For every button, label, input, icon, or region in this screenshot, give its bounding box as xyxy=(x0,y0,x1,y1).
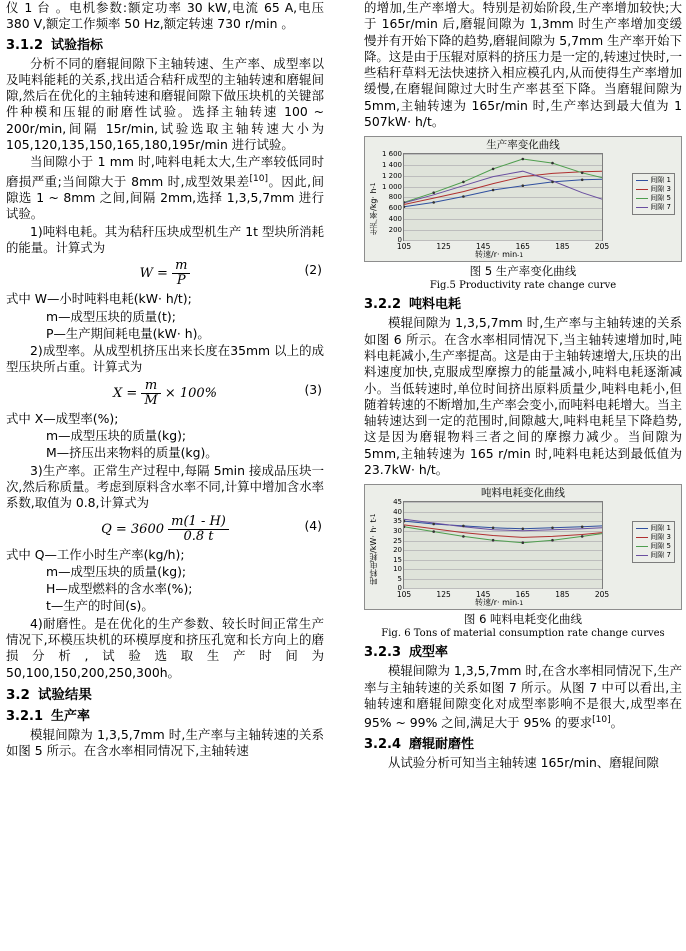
heading-text: 试验结果 xyxy=(37,686,92,703)
equation-2-fraction xyxy=(172,259,190,288)
equation-3-fraction xyxy=(141,379,160,408)
paragraph-gap-range-a: 当间隙小于 1 mm 时,吨料电耗太大,生产率较低同时磨损严重;当间隙大于 8mm 时,成型效果差 xyxy=(6,154,324,189)
figure-5 xyxy=(364,136,682,292)
paragraph-wear: 从试验分析可知当主轴转速 165r/min、磨辊间隙 xyxy=(388,754,659,770)
equation-2-body xyxy=(6,259,324,288)
equation-4-denominator: 0.8 t xyxy=(183,528,214,544)
figure-6-caption-cn: 图 6 吨料电耗变化曲线 xyxy=(463,612,583,627)
legend-item: 间隙 5 xyxy=(636,194,671,203)
legend-item: 间隙 3 xyxy=(636,533,671,542)
heading-number: 3.2.4 xyxy=(364,736,402,752)
paragraph-energy: 模辊间隙为 1,3,5,7mm 时,生产率与主轴转速的关系如图 6 所示。在含水率相同情况下,当主轴转速增加时,吨料电耗减小,生产率提高。这是由于主轴转速增大,压块的出料速度加快,克服成型摩擦力的能量减小,吨料电耗逐渐减小。当低转速时,单位时间挤出原料质量少,吨料电耗小,但随着转速的不断增加,生产率会变小,而吨料电耗增大。当主轴转速达到一定的范围时,间隙越大,吨料电耗呈下降趋势,这是因为磨辊物料三者之间的摩擦力减少。当间隙为5mm,主轴转速为 165 r/min 时,吨料电耗达到最低值为 23.7kW· h/t。 xyxy=(364,315,682,478)
heading-text: 生产率 xyxy=(51,708,91,724)
figure-6-chart-title: 吨料电耗变化曲线 xyxy=(481,487,565,500)
figure-5-chart-title: 生产率变化曲线 xyxy=(486,139,560,152)
figure-6-chart xyxy=(364,484,682,610)
paragraph-intro: 仪 1 台 。电机参数:额定功率 30 kW,电流 65 A,电压 380 V,额定工作频率 50 Hz,额定转速 730 r/min 。 xyxy=(6,0,324,32)
figure-6-plot-area: 45 40 35 30 25 20 15 10 5 0 105 125 145 165 185 205 xyxy=(393,498,610,600)
figure-5-chart xyxy=(364,136,682,262)
legend-item: 间隙 7 xyxy=(636,203,671,212)
where-line-mm: M—挤压出来物料的质量(kg)。 xyxy=(46,445,218,461)
figure-5-xlabel: 转速/r· min-1 xyxy=(475,250,524,260)
left-column xyxy=(6,0,324,761)
list-item-4: 4)耐磨性。是在优化的生产参数、较长时间正常生产情况下,环模压块机的环模厚度和挤压孔宽和长方向上的磨损分析,试验选取生产时间为 50,100,150,200,250,300h。 xyxy=(6,615,324,680)
citation-ref-10: [10] xyxy=(249,173,268,184)
heading-3-2-1 xyxy=(6,708,324,725)
heading-3-2-2 xyxy=(364,296,682,313)
paragraph-forming-rate-a: 模辊间隙为 1,3,5,7mm 时,在含水率相同情况下,生产率与主轴转速的关系如图 7 所示。从图 7 中可以看出,主轴转速和磨辊间隙变化对成型率影响不是很大,成型率在 95% ~ 99% 之间,满足大于 95% 的要求 xyxy=(364,663,682,731)
citation-ref-10b: [10] xyxy=(592,715,611,726)
equation-3-denominator: M xyxy=(144,392,158,408)
equation-3-numerator: m xyxy=(141,379,160,394)
paragraph-forming-rate xyxy=(364,663,682,731)
heading-number: 3.2.1 xyxy=(6,708,44,724)
legend-item: 间隙 7 xyxy=(636,551,671,560)
where-line-p: P—生产期间耗电量(kW· h)。 xyxy=(46,325,210,341)
equation-2 xyxy=(6,259,324,288)
figure-5-caption-cn: 图 5 生产率变化曲线 xyxy=(469,264,577,279)
paragraph-test-index: 分析不同的磨辊间隙下主轴转速、生产率、成型率以及吨料能耗的关系,找出适合秸秆成型的主轴转速和磨辊间隙,然后在优化的主轴转速和磨辊间隙下做压块机的关键部件种模和压辊的耐磨性试验。选择主轴转速 100 ~ 200r/min,间隔 15r/min,试验选取主轴转速大小为 105,120,135,150,165,180,195r/min 进行试验。 xyxy=(6,55,324,153)
figure-5-caption-en: Fig.5 Productivity rate change curve xyxy=(429,280,617,292)
heading-number: 3.2.3 xyxy=(364,645,402,661)
heading-number: 3.2 xyxy=(6,686,30,703)
legend-item: 间隙 1 xyxy=(636,176,671,185)
equation-3 xyxy=(6,379,324,408)
where-line-q: 式中 Q—工作小时生产率(kg/h); xyxy=(6,546,185,562)
figure-6-xlabel: 转速/r· min-1 xyxy=(475,598,524,608)
figure-6-caption-en: Fig. 6 Tons of material consumption rate change curves xyxy=(381,628,665,640)
heading-3-2-4 xyxy=(364,736,682,753)
legend-item: 间隙 3 xyxy=(636,185,671,194)
where-line-m3: m—成型压块的质量(kg); xyxy=(46,563,187,579)
heading-text: 磨辊耐磨性 xyxy=(409,736,475,752)
heading-number: 3.2.2 xyxy=(364,297,402,313)
figure-5-plot-area: 1 600 1 400 1 200 1 000 800 600 400 200 0 105 125 145 165 185 205 xyxy=(381,150,610,252)
list-item-1: 1)吨料电耗。其为秸秆压块成型机生产 1t 型块所消耗的能量。计算式为 xyxy=(6,223,324,255)
equation-3-body xyxy=(6,379,324,408)
paragraph-productivity: 模辊间隙为 1,3,5,7mm 时,生产率与主轴转速的关系如图 5 所示。在含水率相同情况下,主轴转速 xyxy=(6,726,324,759)
equation-2-numerator: m xyxy=(172,259,190,274)
figure-6-ylabel: 吨料电耗/kW· h· t-1 xyxy=(369,513,378,586)
equation-3-number: (3) xyxy=(304,381,322,397)
equation-3-rhs: × 100% xyxy=(164,385,218,401)
equation-2-denominator: P xyxy=(176,273,186,289)
where-line-x: 式中 X—成型率(%); xyxy=(6,410,119,426)
equation-4-number: (4) xyxy=(304,517,322,533)
paragraph-gap-range xyxy=(6,154,324,222)
where-line-m2: m—成型压块的质量(kg); xyxy=(46,428,187,444)
equation-4 xyxy=(6,515,324,544)
figure-6 xyxy=(364,484,682,640)
heading-number: 3.1.2 xyxy=(6,37,44,53)
equation-4-body xyxy=(6,515,324,544)
list-item-3: 3)生产率。正常生产过程中,每隔 5min 接成品压块一次,然后称质量。考虑到原料含水率不同,计算中增加含水率系数,取值为 0.8,计算式为 xyxy=(6,462,324,511)
equation-2-lhs: W = xyxy=(139,266,168,282)
equation-4-numerator: m(1 - H) xyxy=(168,515,229,530)
heading-text: 试验指标 xyxy=(51,37,104,53)
list-item-2: 2)成型率。从成型机挤压出来长度在35mm 以上的成型压块所占重。计算式为 xyxy=(6,343,324,375)
where-line-h: H—成型燃料的含水率(%); xyxy=(46,581,193,597)
where-line-t: t—生产的时间(s)。 xyxy=(46,598,154,614)
equation-4-lhs: Q = 3600 xyxy=(101,521,164,537)
heading-3-2 xyxy=(6,686,324,704)
right-column xyxy=(364,0,682,772)
legend-item: 间隙 1 xyxy=(636,524,671,533)
figure-6-legend xyxy=(632,521,675,563)
legend-item: 间隙 5 xyxy=(636,542,671,551)
equation-3-lhs: X = xyxy=(112,385,138,401)
figure-5-legend xyxy=(632,173,675,215)
figure-5-ylabel: 生产率/kg· h-1 xyxy=(369,182,378,236)
heading-3-2-3 xyxy=(364,644,682,661)
where-line-w: 式中 W—小时吨料电耗(kW· h/t); xyxy=(6,291,192,307)
heading-text: 成型率 xyxy=(409,645,449,661)
paragraph-gap-range-b: 。因此,间隙选 1 ~ 8mm 之间,间隔 2mm,选择 1,3,5,7mm 进行试验。 xyxy=(6,173,324,222)
heading-text: 吨料电耗 xyxy=(409,297,462,313)
equation-2-number: (2) xyxy=(304,262,322,278)
heading-3-1-2 xyxy=(6,37,324,54)
paragraph-productivity-cont: 的增加,生产率增大。特别是初始阶段,生产率增加较快;大于 165r/min 后,磨辊间隙为 1,3mm 时生产率增加变缓慢并有开始下降的趋势,磨辊间隙为 5,7mm 生产率开始下降。这是由于压辊对原料的挤压力是一定的,转速过快时,一些秸秆草料无法快速挤入相应模孔内,从而使得生产率增加缓慢,在磨辊间隙过大时生产率甚至下降。当磨辊间隙为5mm,主轴转速为 165r/min 时,生产率达到最大值为 1 507kW· h/t。 xyxy=(364,0,682,130)
paragraph-forming-rate-b: 。 xyxy=(610,715,624,731)
where-line-m: m—成型压块的质量(t); xyxy=(46,308,176,324)
equation-4-fraction xyxy=(168,515,229,544)
